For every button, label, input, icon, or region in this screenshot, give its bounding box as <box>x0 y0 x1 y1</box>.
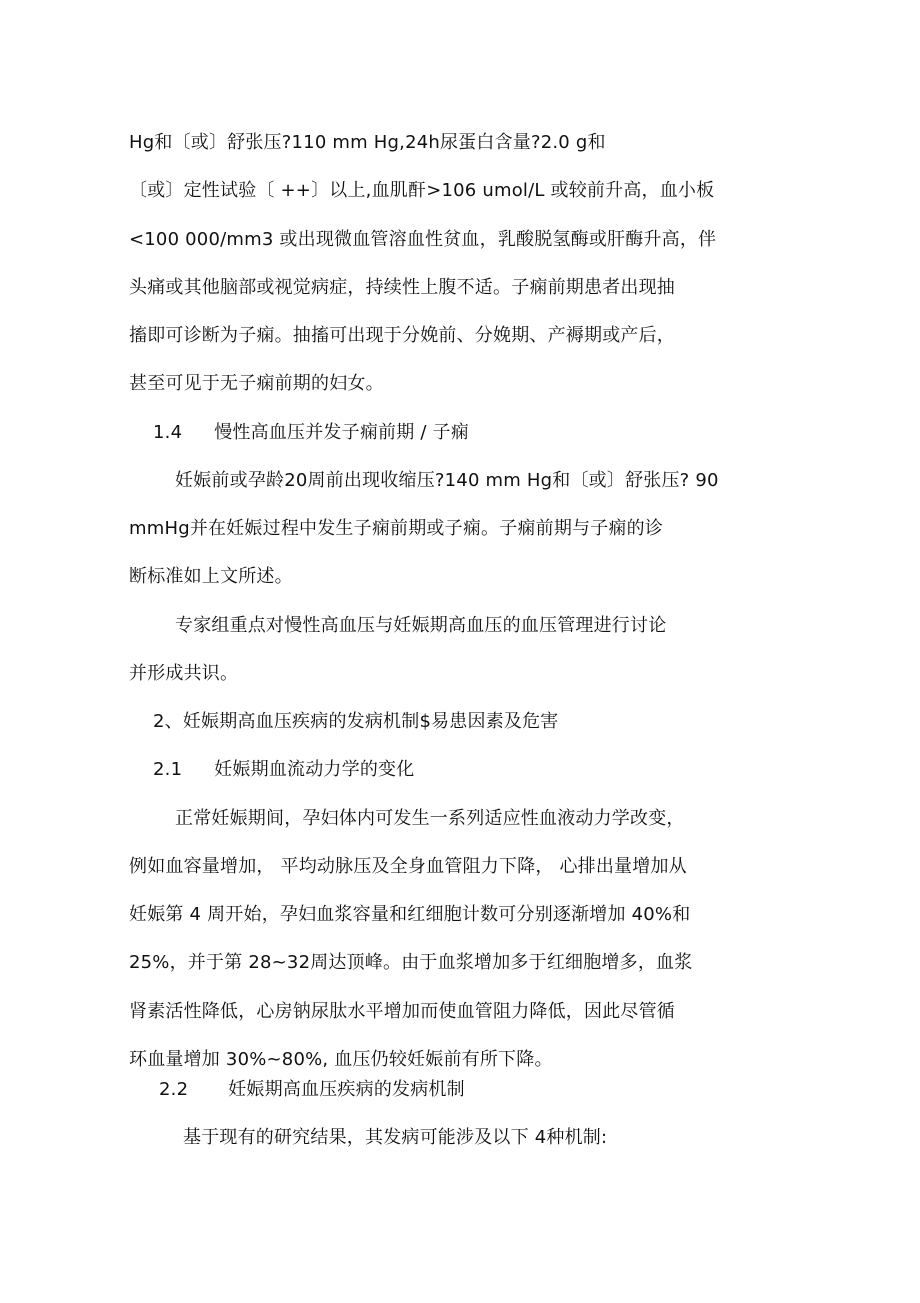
section-number: 2.2 <box>159 1079 189 1100</box>
text-line: 专家组重点对慢性高血压与妊娠期高血压的血压管理进行讨论 <box>175 615 667 636</box>
section-heading-2-1 <box>153 758 414 782</box>
text-line: <100 000/mm3 或出现微血管溶血性贫血，乳酸脱氢酶或肝酶升高，伴 <box>129 229 717 250</box>
text-line: 并形成共识。 <box>129 663 239 684</box>
section-title: 妊娠期血流动力学的变化 <box>214 759 415 780</box>
text-line: 搐即可诊断为子痫。抽搐可出现于分娩前、分娩期、产褥期或产后， <box>129 325 675 346</box>
section-number: 2.1 <box>153 759 183 780</box>
section-title: 妊娠期高血压疾病的发病机制 <box>228 1079 465 1100</box>
text-line: 头痛或其他脑部或视觉病症，持续性上腹不适。子痫前期患者出现抽 <box>129 277 675 298</box>
text-line: 肾素活性降低，心房钠尿肽水平增加而使血管阻力降低，因此尽管循 <box>129 1001 675 1022</box>
section-heading-2: 2、妊娠期高血压疾病的发病机制$易患因素及危害 <box>153 711 559 732</box>
text-line: 妊娠第 4 周开始，孕妇血浆容量和红细胞计数可分别逐渐增加 40%和 <box>129 904 691 925</box>
section-heading-1-4 <box>153 421 469 445</box>
text-line: 环血量增加 30%~80%, 血压仍较妊娠前有所下降。 <box>129 1049 553 1070</box>
section-heading-2-2 <box>159 1078 465 1102</box>
text-line: 断标准如上文所述。 <box>129 566 293 587</box>
text-line: 〔或〕定性试验〔 ++〕以上,血肌酐>106 umol/L 或较前升高，血小板 <box>129 180 715 201</box>
text-line: 基于现有的研究结果，其发病可能涉及以下 4种机制: <box>183 1127 608 1148</box>
text-line: Hg和〔或〕舒张压?110 mm Hg,24h尿蛋白含量?2.0 g和 <box>129 132 606 153</box>
section-title: 慢性高血压并发子痫前期 / 子痫 <box>214 422 469 443</box>
text-line: 例如血容量增加， 平均动脉压及全身血管阻力下降， 心排出量增加从 <box>129 856 687 877</box>
text-line: 正常妊娠期间，孕妇体内可发生一系列适应性血液动力学改变， <box>175 808 685 829</box>
text-line: mmHg并在妊娠过程中发生子痫前期或子痫。子痫前期与子痫的诊 <box>129 518 664 539</box>
section-number: 1.4 <box>153 422 183 443</box>
text-line: 妊娠前或孕龄20周前出现收缩压?140 mm Hg和〔或〕舒张压? 90 <box>175 470 719 491</box>
text-line: 甚至可见于无子痫前期的妇女。 <box>129 373 384 394</box>
text-line: 25%，并于第 28~32周达顶峰。由于血浆增加多于红细胞增多，血浆 <box>129 952 693 973</box>
